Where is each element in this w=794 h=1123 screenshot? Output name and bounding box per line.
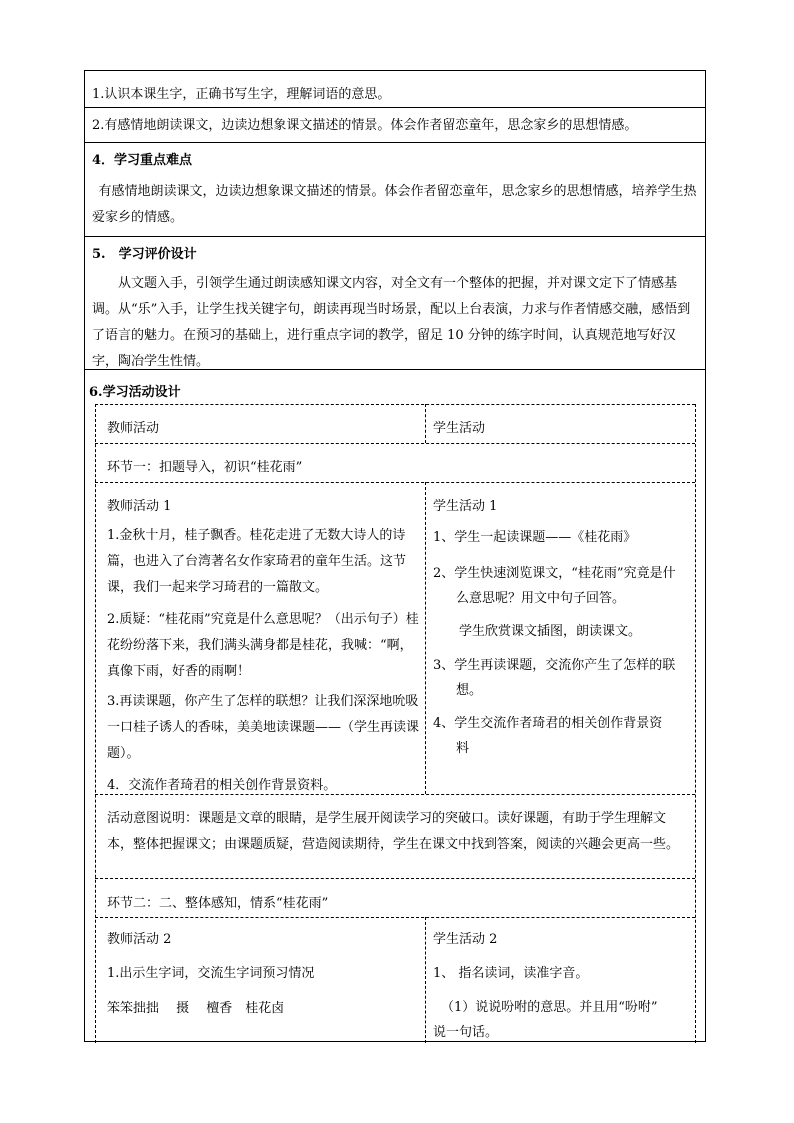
student-activity-2-step-2-cont: 说一句话。 (433, 1025, 499, 1040)
row-divider (95, 443, 695, 444)
section-4-body: 有感情地朗读课文，边读边想象课文描述的情景。体会作者留恋童年，思念家乡的思想情感，培养学生热爱家乡的情感。 (92, 184, 697, 225)
vocabulary-words: 笨笨拙拙 摄 檀香 桂花卤 (107, 1001, 285, 1016)
student-activity-1-heading: 学生活动 1 (433, 499, 498, 514)
activity-intent-note: 活动意图说明：课题是文章的眼睛，是学生展开阅读学习的突破口。读好课题，有助于学生理解文本，整体把握课文；由课题质疑，营造阅读期待，学生在课文中找到答案，阅读的兴趣会更高一些。 (107, 811, 680, 852)
goal-item-2: 2.有感情地朗读课文，边读边想象课文描述的情景。体会作者留恋童年，思念家乡的思想情感。 (92, 118, 638, 133)
column-divider (425, 917, 426, 1043)
student-activity-1-step-3-cont: 想。 (456, 683, 483, 698)
teacher-activity-1-step-1: 1.金秋十月，桂子飘香。桂花走进了无数大诗人的诗篇，也进入了台湾著名女作家琦君的童年生活。这节课，我们一起来学习琦君的一篇散文。 (107, 528, 407, 595)
teacher-activity-1-heading: 教师活动 1 (107, 499, 172, 514)
section-5-title: 5. 学习评价设计 (92, 247, 197, 262)
divider (85, 107, 705, 108)
student-activity-1-step-4: 4、学生交流作者琦君的相关创作背景资 (433, 716, 663, 731)
student-activity-2-heading: 学生活动 2 (433, 932, 498, 947)
column-divider (425, 482, 426, 794)
student-activity-1-step-2-extra: 学生欣赏课文插图，朗读课文。 (459, 624, 642, 639)
student-activity-1-step-1: 1、学生一起读课题——《桂花雨》 (433, 530, 637, 545)
inner-table-top-border (95, 404, 695, 405)
section-5-body: 从文题入手，引领学生通过朗读感知课文内容，对全文有一个整体的把握，并对课文定下了情感基调。从“乐”入手，让学生找关键字句，朗读再现当时场景，配以上台表演，力求与作者情感交融，感悟到了语言的魅力。在预习的基础上，进行重点字词的教学，留足 10 分钟的练字时间，认真规范地写好汉字，陶冶学生性情。 (92, 276, 691, 369)
teacher-activity-1-step-2: 2.质疑：“桂花雨”究竟是什么意思呢？（出示句子）桂花纷纷落下来，我们满头满身都是桂花，我喊：“啊，真像下雨，好香的雨啊！ (107, 612, 419, 679)
student-activity-1-step-3: 3、学生再读课题，交流你产生了怎样的联 (433, 658, 676, 673)
section-6-title: 6.学习活动设计 (89, 385, 181, 400)
col-header-teacher: 教师活动 (107, 421, 160, 436)
teacher-activity-2-heading: 教师活动 2 (107, 932, 172, 947)
row-divider (95, 794, 695, 795)
col-header-student: 学生活动 (433, 421, 486, 436)
inner-table-right-border (695, 404, 696, 1043)
student-activity-1-step-2: 2、学生快速浏览课文，“桂花雨”究竟是什 (433, 566, 676, 581)
goal-item-1: 1.认识本课生字，正确书写生字，理解词语的意思。 (92, 87, 391, 102)
row-divider (95, 917, 695, 918)
student-activity-1-step-4-cont: 料 (456, 741, 470, 756)
divider (85, 369, 705, 370)
student-activity-2-step-1: 1、 指名读词，读准字音。 (433, 966, 589, 981)
teacher-activity-2-step-1: 1.出示生字词，交流生字词预习情况 (107, 966, 315, 981)
divider (85, 236, 705, 237)
column-divider (425, 404, 426, 443)
student-activity-2-step-2: （1）说说吩咐的意思。并且用“吩咐” (441, 1000, 658, 1015)
section-4-title: 4．学习重点难点 (92, 153, 193, 168)
teacher-activity-1-step-4: 4．交流作者琦君的相关创作背景资料。 (107, 778, 337, 793)
divider (85, 142, 705, 143)
inner-table-left-border (95, 404, 96, 1043)
row-divider (95, 878, 695, 879)
stage-1-title: 环节一：扣题导入，初识“桂花雨” (107, 460, 303, 475)
row-divider (95, 482, 695, 483)
stage-2-title: 环节二：二、整体感知，情系“桂花雨” (107, 896, 329, 911)
student-activity-1-step-2-cont: 么意思呢？用文中句子回答。 (456, 591, 626, 606)
lesson-plan-page (84, 70, 706, 1042)
teacher-activity-1-step-3: 3.再读课题，你产生了怎样的联想？让我们深深地吮吸一口桂子诱人的香味，美美地读课题——（学生再读课题）。 (107, 694, 420, 761)
